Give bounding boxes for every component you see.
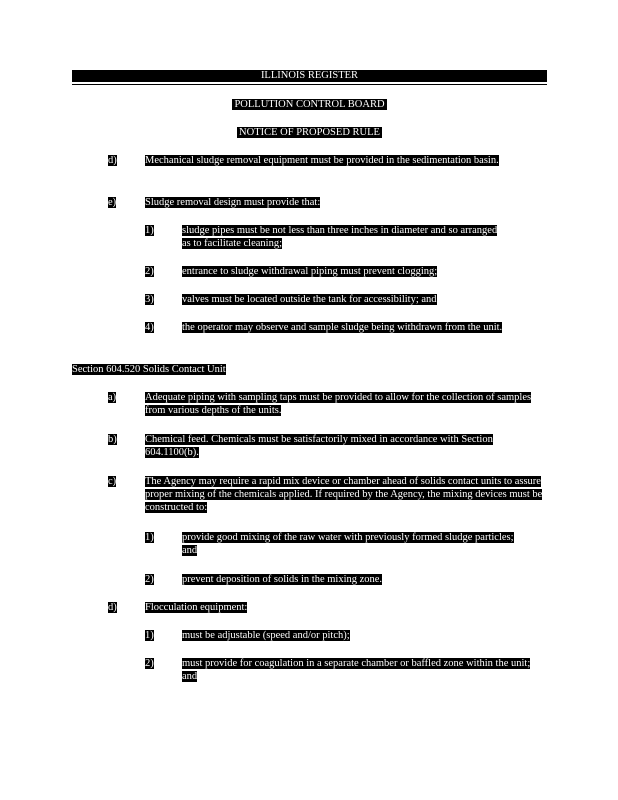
section-d-marker: d)	[108, 602, 117, 613]
section-d1-text: must be adjustable (speed and/or pitch);	[182, 630, 350, 641]
item-e-text: Sludge removal design must provide that:	[145, 197, 321, 208]
section-c1-marker: 1)	[145, 532, 154, 543]
item-e4-text: the operator may observe and sample sludge being withdrawn from the unit.	[182, 322, 503, 333]
register-title: ILLINOIS REGISTER	[260, 70, 359, 81]
section-d1-marker: 1)	[145, 630, 154, 641]
section-title: Section 604.520 Solids Contact Unit	[72, 364, 226, 375]
item-e1-text: sludge pipes must be not less than three inches in diameter and so arranged as to facilitate cleaning;	[182, 225, 498, 249]
section-b-text: Chemical feed. Chemicals must be satisfactorily mixed in accordance with Section 604.1100(b).	[145, 434, 493, 458]
notice-title: NOTICE OF PROPOSED RULE	[239, 127, 380, 138]
section-c-text: The Agency may require a rapid mix device or chamber ahead of solids contact units to assure proper mixing of the chemicals applied. If required by the Agency, the mixing devices must be constructed to:	[145, 476, 543, 513]
section-c2-text: prevent deposition of solids in the mixing zone.	[182, 574, 383, 585]
item-e3-text: valves must be located outside the tank for accessibility; and	[182, 294, 437, 305]
section-d2-marker: 2)	[145, 658, 154, 669]
section-c1-text: provide good mixing of the raw water with previously formed sludge particles; and	[182, 532, 514, 556]
section-d2-text: must provide for coagulation in a separate chamber or baffled zone within the unit; and	[182, 658, 531, 682]
agency-title: POLLUTION CONTROL BOARD	[234, 99, 385, 110]
section-c-marker: c)	[108, 476, 117, 487]
item-e2-text: entrance to sludge withdrawal piping must prevent clogging;	[182, 266, 438, 277]
item-e1-marker: 1)	[145, 225, 154, 236]
section-a-text: Adequate piping with sampling taps must be provided to allow for the collection of samples from various depths of the units.	[145, 392, 532, 416]
section-a-marker: a)	[108, 392, 117, 403]
section-c2-marker: 2)	[145, 574, 154, 585]
item-d-text: Mechanical sludge removal equipment must be provided in the sedimentation basin.	[145, 155, 499, 166]
item-d-marker: d)	[108, 155, 117, 166]
header-rule	[72, 84, 547, 85]
item-e2-marker: 2)	[145, 266, 154, 277]
item-e3-marker: 3)	[145, 294, 154, 305]
item-e4-marker: 4)	[145, 322, 154, 333]
section-d-text: Flocculation equipment:	[145, 602, 248, 613]
item-e-marker: e)	[108, 197, 117, 208]
section-b-marker: b)	[108, 434, 117, 445]
